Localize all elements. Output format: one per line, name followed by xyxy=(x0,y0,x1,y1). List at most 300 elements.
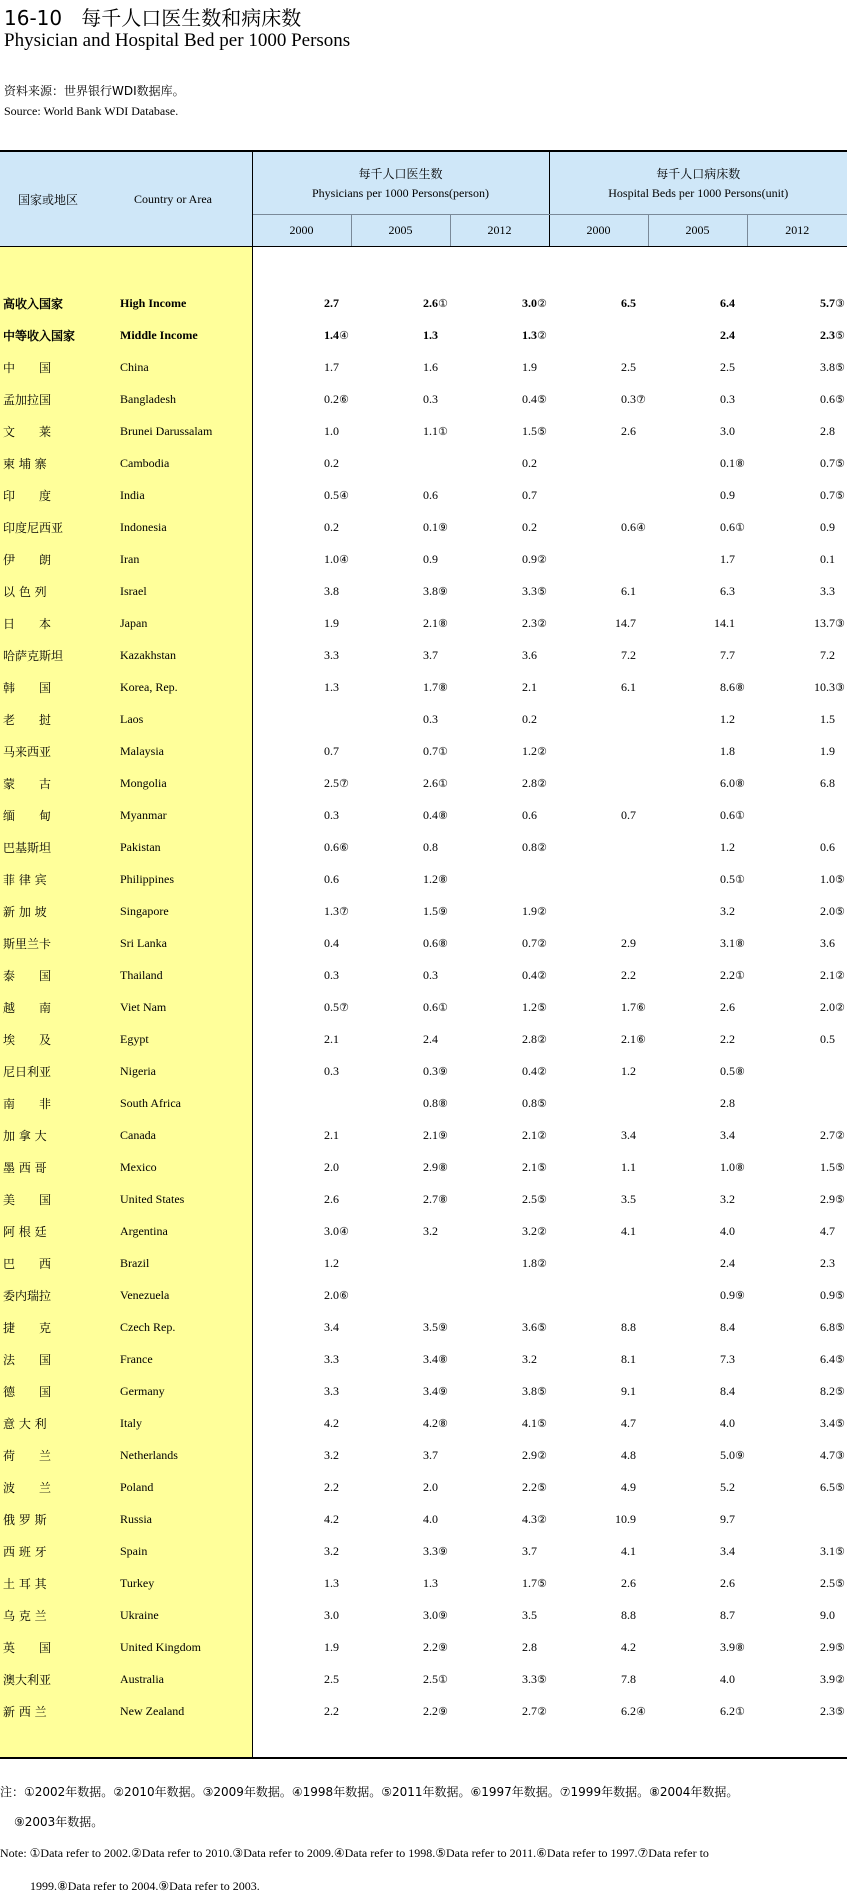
country-name-cn: 波 兰 xyxy=(0,1471,110,1503)
value-number: 0.4 xyxy=(522,968,537,983)
value-cell xyxy=(351,543,450,575)
value-number: 1.7 xyxy=(522,1576,537,1591)
value-cell xyxy=(549,1631,648,1663)
value-number: 3.4 xyxy=(720,1128,735,1143)
value-number: 0.9 xyxy=(522,552,537,567)
value-number: 7.2 xyxy=(820,648,835,663)
footnote-marker: ⑤ xyxy=(537,1577,549,1590)
value-number: 1.3 xyxy=(423,1576,438,1591)
value-number: 8.4 xyxy=(720,1320,735,1335)
footnote-marker: ⑨ xyxy=(438,1385,450,1398)
country-name-cn: 孟加拉国 xyxy=(0,383,110,415)
value-cell xyxy=(351,1535,450,1567)
value-cell xyxy=(252,543,351,575)
value-cell xyxy=(549,1535,648,1567)
country-name-cn: 加 拿 大 xyxy=(0,1119,110,1151)
value-cell xyxy=(450,1119,549,1151)
country-name-en: High Income xyxy=(110,287,252,319)
value-number: 2.6 xyxy=(720,1000,735,1015)
value-number: 0.4 xyxy=(324,936,339,951)
value-number: 1.3 xyxy=(324,904,339,919)
value-number: 0.6 xyxy=(720,808,735,823)
footnote-marker: ⑤ xyxy=(537,1097,549,1110)
value-cell xyxy=(450,447,549,479)
value-number: 4.0 xyxy=(423,1512,438,1527)
value-number: 1.7 xyxy=(324,360,339,375)
value-number: 4.2 xyxy=(324,1416,339,1431)
value-cell xyxy=(252,1439,351,1471)
country-name-cn: 土 耳 其 xyxy=(0,1567,110,1599)
value-number: 0.2 xyxy=(522,456,537,471)
country-name-cn: 高收入国家 xyxy=(0,287,110,319)
value-cell xyxy=(648,287,747,319)
value-cell xyxy=(648,959,747,991)
value-number: 4.2 xyxy=(621,1640,636,1655)
value-cell xyxy=(351,799,450,831)
value-cell xyxy=(648,543,747,575)
value-number: 0.1 xyxy=(820,552,835,567)
value-number: 0.6 xyxy=(820,840,835,855)
value-number: 1.9 xyxy=(522,360,537,375)
value-number: 2.5 xyxy=(423,1672,438,1687)
country-name-en: Canada xyxy=(110,1119,252,1151)
value-cell xyxy=(648,351,747,383)
value-cell xyxy=(549,1695,648,1727)
value-cell xyxy=(351,1119,450,1151)
country-name-cn: 老 挝 xyxy=(0,703,110,735)
footnote-marker: ④ xyxy=(339,489,351,502)
footnote-marker: ⑤ xyxy=(835,1193,847,1206)
footnote-marker: ② xyxy=(537,841,549,854)
value-cell xyxy=(252,831,351,863)
value-number: 0.5 xyxy=(820,1032,835,1047)
country-name-cn: 法 国 xyxy=(0,1343,110,1375)
footnote-marker: ⑤ xyxy=(835,1321,847,1334)
footnote-marker: ⑧ xyxy=(438,1193,450,1206)
table-row xyxy=(0,287,847,319)
value-cell xyxy=(648,1375,747,1407)
country-name-en: Middle Income xyxy=(110,319,252,351)
value-number: 7.3 xyxy=(720,1352,735,1367)
value-cell xyxy=(351,1183,450,1215)
footnote-marker: ② xyxy=(537,1705,549,1718)
table-row xyxy=(0,1503,847,1535)
value-number: 3.4 xyxy=(423,1384,438,1399)
footnote-marker: ⑦ xyxy=(339,777,351,790)
value-number: 0.7 xyxy=(324,744,339,759)
value-cell xyxy=(549,479,648,511)
year-header: 2005 xyxy=(648,215,747,247)
value-number: 2.9 xyxy=(820,1640,835,1655)
table-row xyxy=(0,1055,847,1087)
value-cell xyxy=(351,575,450,607)
value-cell xyxy=(549,1471,648,1503)
value-cell xyxy=(450,671,549,703)
footnote-marker: ⑨ xyxy=(438,1705,450,1718)
value-cell xyxy=(549,863,648,895)
footnote-marker: ③ xyxy=(835,617,847,630)
footnote-marker: ① xyxy=(735,809,747,822)
value-cell xyxy=(450,1503,549,1535)
country-name-en: Ukraine xyxy=(110,1599,252,1631)
value-number: 2.4 xyxy=(423,1032,438,1047)
footnote-marker: ④ xyxy=(636,521,648,534)
table-row xyxy=(0,1279,847,1311)
footnote-marker: ⑤ xyxy=(835,393,847,406)
value-number: 7.2 xyxy=(621,648,636,663)
country-name-cn: 印 度 xyxy=(0,479,110,511)
value-cell xyxy=(252,735,351,767)
footnote-marker: ② xyxy=(537,1065,549,1078)
value-number: 3.2 xyxy=(522,1224,537,1239)
table-row xyxy=(0,959,847,991)
value-cell xyxy=(747,1087,847,1119)
value-number: 1.8 xyxy=(720,744,735,759)
footnote-marker: ⑧ xyxy=(438,873,450,886)
table-row xyxy=(0,575,847,607)
footnote-marker: ① xyxy=(438,777,450,790)
value-cell xyxy=(252,1599,351,1631)
value-cell xyxy=(747,767,847,799)
table-row xyxy=(0,1343,847,1375)
value-cell xyxy=(747,1599,847,1631)
value-cell xyxy=(747,1407,847,1439)
value-cell xyxy=(549,703,648,735)
value-cell xyxy=(747,735,847,767)
value-number: 2.1 xyxy=(621,1032,636,1047)
footnote-marker: ② xyxy=(537,937,549,950)
value-number: 2.5 xyxy=(720,360,735,375)
footnote-marker: ① xyxy=(438,745,450,758)
value-number: 0.9 xyxy=(820,1288,835,1303)
country-name-cn: 蒙 古 xyxy=(0,767,110,799)
value-cell xyxy=(351,383,450,415)
footnote-marker: ⑧ xyxy=(438,809,450,822)
value-number: 2.9 xyxy=(423,1160,438,1175)
table-row xyxy=(0,863,847,895)
value-cell xyxy=(450,511,549,543)
value-cell xyxy=(252,1215,351,1247)
value-cell xyxy=(351,1055,450,1087)
value-number: 0.2 xyxy=(324,520,339,535)
value-cell xyxy=(648,927,747,959)
value-number: 1.5 xyxy=(423,904,438,919)
value-cell xyxy=(351,991,450,1023)
value-cell xyxy=(351,479,450,511)
value-cell xyxy=(648,831,747,863)
value-cell xyxy=(252,767,351,799)
footnote-marker: ② xyxy=(835,1129,847,1142)
footnote-marker: ① xyxy=(438,425,450,438)
value-number: 4.7 xyxy=(621,1416,636,1431)
value-number: 0.4 xyxy=(522,392,537,407)
value-cell xyxy=(450,287,549,319)
country-name-en: Malaysia xyxy=(110,735,252,767)
footnote-marker: ⑥ xyxy=(636,1033,648,1046)
value-number: 3.8 xyxy=(820,360,835,375)
value-cell xyxy=(252,1567,351,1599)
value-number: 4.3 xyxy=(522,1512,537,1527)
footnote-marker: ① xyxy=(438,1673,450,1686)
header-physicians xyxy=(252,151,549,215)
value-cell xyxy=(252,959,351,991)
value-number: 2.0 xyxy=(820,1000,835,1015)
country-name-en: United States xyxy=(110,1183,252,1215)
value-cell xyxy=(252,1631,351,1663)
value-cell xyxy=(351,927,450,959)
value-cell xyxy=(648,1183,747,1215)
footnote-marker: ⑤ xyxy=(537,1385,549,1398)
value-cell xyxy=(648,479,747,511)
value-cell xyxy=(648,1343,747,1375)
value-number: 0.8 xyxy=(423,840,438,855)
country-name-cn: 柬 埔 寨 xyxy=(0,447,110,479)
value-cell xyxy=(252,1087,351,1119)
value-cell xyxy=(648,1503,747,1535)
value-number: 0.2 xyxy=(324,392,339,407)
value-cell xyxy=(648,383,747,415)
value-cell xyxy=(252,1663,351,1695)
country-name-en: Netherlands xyxy=(110,1439,252,1471)
value-cell xyxy=(351,1631,450,1663)
value-number: 4.2 xyxy=(423,1416,438,1431)
value-number: 2.1 xyxy=(522,680,537,695)
value-number: 2.0 xyxy=(324,1160,339,1175)
value-cell xyxy=(648,1599,747,1631)
value-cell xyxy=(648,1631,747,1663)
value-cell xyxy=(549,1119,648,1151)
value-number: 2.1 xyxy=(324,1128,339,1143)
footnote-marker: ⑥ xyxy=(339,393,351,406)
footnote-marker: ④ xyxy=(339,553,351,566)
value-number: 0.3 xyxy=(423,712,438,727)
value-number: 0.9 xyxy=(423,552,438,567)
table-body xyxy=(0,247,847,1759)
table-row xyxy=(0,703,847,735)
table-row xyxy=(0,415,847,447)
table-row xyxy=(0,1695,847,1727)
value-number: 0.6 xyxy=(324,872,339,887)
header-physicians-cn: 每千人口医生数 xyxy=(253,165,549,182)
value-number: 0.9 xyxy=(720,488,735,503)
table-row xyxy=(0,1663,847,1695)
table-row xyxy=(0,1599,847,1631)
value-number: 2.2 xyxy=(720,968,735,983)
country-name-cn: 委内瑞拉 xyxy=(0,1279,110,1311)
value-cell xyxy=(351,319,450,351)
value-cell xyxy=(252,1695,351,1727)
country-name-en: Cambodia xyxy=(110,447,252,479)
value-cell xyxy=(648,511,747,543)
footnote-marker: ⑥ xyxy=(339,841,351,854)
value-number: 1.2 xyxy=(522,744,537,759)
header-beds xyxy=(549,151,847,215)
value-cell xyxy=(252,1151,351,1183)
value-cell xyxy=(549,543,648,575)
table-row xyxy=(0,1247,847,1279)
country-name-en: South Africa xyxy=(110,1087,252,1119)
value-number: 2.2 xyxy=(423,1640,438,1655)
value-number: 2.8 xyxy=(522,1032,537,1047)
value-number: 2.5 xyxy=(324,1672,339,1687)
footnote-marker: ⑨ xyxy=(438,1545,450,1558)
value-number: 4.1 xyxy=(621,1544,636,1559)
footnote-marker: ⑤ xyxy=(537,1321,549,1334)
footnote-marker: ⑤ xyxy=(537,425,549,438)
value-cell xyxy=(351,1087,450,1119)
value-number: 3.4 xyxy=(423,1352,438,1367)
footnote-marker: ③ xyxy=(835,681,847,694)
value-number: 6.2 xyxy=(720,1704,735,1719)
value-cell xyxy=(252,1055,351,1087)
value-number: 4.7 xyxy=(820,1448,835,1463)
country-name-en: Iran xyxy=(110,543,252,575)
table-row xyxy=(0,1311,847,1343)
footnote-marker: ⑤ xyxy=(537,1161,549,1174)
value-number: 0.2 xyxy=(324,456,339,471)
footnote-marker: ③ xyxy=(835,1449,847,1462)
value-cell xyxy=(747,639,847,671)
value-number: 2.1 xyxy=(820,968,835,983)
value-number: 9.0 xyxy=(820,1608,835,1623)
value-number: 2.6 xyxy=(621,1576,636,1591)
footnote-marker: ② xyxy=(537,297,549,310)
footnote-marker: ② xyxy=(537,553,549,566)
value-number: 2.8 xyxy=(720,1096,735,1111)
value-number: 3.7 xyxy=(423,648,438,663)
value-number: 1.2 xyxy=(720,840,735,855)
value-cell xyxy=(747,703,847,735)
value-number: 3.0 xyxy=(423,1608,438,1623)
country-name-cn: 菲 律 宾 xyxy=(0,863,110,895)
country-name-en: New Zealand xyxy=(110,1695,252,1727)
value-cell xyxy=(351,415,450,447)
value-cell xyxy=(549,383,648,415)
table-row xyxy=(0,319,847,351)
country-name-cn: 南 非 xyxy=(0,1087,110,1119)
country-name-cn: 韩 国 xyxy=(0,671,110,703)
footnote-marker: ② xyxy=(537,329,549,342)
value-cell xyxy=(648,1247,747,1279)
footnote-marker: ② xyxy=(537,1257,549,1270)
value-number: 4.2 xyxy=(324,1512,339,1527)
country-name-cn: 印度尼西亚 xyxy=(0,511,110,543)
country-name-cn: 阿 根 廷 xyxy=(0,1215,110,1247)
value-number: 2.9 xyxy=(522,1448,537,1463)
country-name-en: Nigeria xyxy=(110,1055,252,1087)
footnote-marker: ② xyxy=(537,969,549,982)
country-name-en: Brazil xyxy=(110,1247,252,1279)
header-country-cn: 国家或地区 xyxy=(0,151,110,247)
value-number: 1.5 xyxy=(820,712,835,727)
value-cell xyxy=(450,927,549,959)
value-number: 0.8 xyxy=(423,1096,438,1111)
footnote-marker: ⑤ xyxy=(835,1705,847,1718)
value-cell xyxy=(747,415,847,447)
value-number: 8.8 xyxy=(621,1320,636,1335)
country-name-cn: 以 色 列 xyxy=(0,575,110,607)
value-number: 4.8 xyxy=(621,1448,636,1463)
value-number: 2.4 xyxy=(720,328,735,343)
value-number: 3.5 xyxy=(522,1608,537,1623)
value-cell xyxy=(450,543,549,575)
table-row xyxy=(0,351,847,383)
footnote-marker: ① xyxy=(735,1705,747,1718)
table-title-en: Physician and Hospital Bed per 1000 Persons xyxy=(4,30,350,52)
footnote-marker: ⑧ xyxy=(438,1097,450,1110)
value-number: 6.1 xyxy=(621,584,636,599)
country-name-en: Russia xyxy=(110,1503,252,1535)
footnote-marker: ⑤ xyxy=(835,1577,847,1590)
value-cell xyxy=(351,287,450,319)
value-cell xyxy=(747,831,847,863)
value-number: 0.6 xyxy=(423,936,438,951)
footnote-marker: ⑦ xyxy=(636,393,648,406)
value-cell xyxy=(648,1151,747,1183)
value-cell xyxy=(351,1151,450,1183)
footnote-marker: ⑨ xyxy=(735,1289,747,1302)
value-cell xyxy=(549,351,648,383)
value-number: 0.5 xyxy=(720,872,735,887)
country-name-cn: 英 国 xyxy=(0,1631,110,1663)
value-cell xyxy=(252,1375,351,1407)
value-number: 3.0 xyxy=(522,296,537,311)
value-number: 4.0 xyxy=(720,1224,735,1239)
value-cell xyxy=(747,991,847,1023)
value-number: 0.7 xyxy=(621,808,636,823)
value-cell xyxy=(549,799,648,831)
table-row xyxy=(0,671,847,703)
value-number: 3.8 xyxy=(522,1384,537,1399)
data-table xyxy=(0,150,847,1759)
table-row xyxy=(0,1375,847,1407)
value-number: 8.8 xyxy=(621,1608,636,1623)
country-name-en: Sri Lanka xyxy=(110,927,252,959)
value-cell xyxy=(549,1311,648,1343)
country-name-en: Israel xyxy=(110,575,252,607)
value-cell xyxy=(450,1151,549,1183)
value-number: 0.3 xyxy=(621,392,636,407)
footnote-marker: ⑤ xyxy=(835,457,847,470)
value-number: 2.7 xyxy=(522,1704,537,1719)
value-number: 5.7 xyxy=(820,296,835,311)
value-cell xyxy=(648,1471,747,1503)
value-cell xyxy=(648,991,747,1023)
value-number: 2.9 xyxy=(820,1192,835,1207)
value-cell xyxy=(747,1503,847,1535)
country-name-en: United Kingdom xyxy=(110,1631,252,1663)
value-cell xyxy=(549,991,648,1023)
value-number: 0.5 xyxy=(720,1064,735,1079)
country-name-en: India xyxy=(110,479,252,511)
footnote-marker: ⑥ xyxy=(339,1289,351,1302)
value-number: 2.2 xyxy=(621,968,636,983)
value-cell xyxy=(450,991,549,1023)
value-number: 3.6 xyxy=(522,648,537,663)
value-number: 0.8 xyxy=(522,1096,537,1111)
country-name-en: Philippines xyxy=(110,863,252,895)
value-number: 2.1 xyxy=(522,1128,537,1143)
value-cell xyxy=(351,607,450,639)
value-cell xyxy=(252,639,351,671)
table-row xyxy=(0,831,847,863)
country-name-cn: 意 大 利 xyxy=(0,1407,110,1439)
value-cell xyxy=(747,479,847,511)
table-row xyxy=(0,543,847,575)
footnote-marker: ④ xyxy=(339,329,351,342)
value-number: 3.4 xyxy=(720,1544,735,1559)
value-number: 2.9 xyxy=(621,936,636,951)
